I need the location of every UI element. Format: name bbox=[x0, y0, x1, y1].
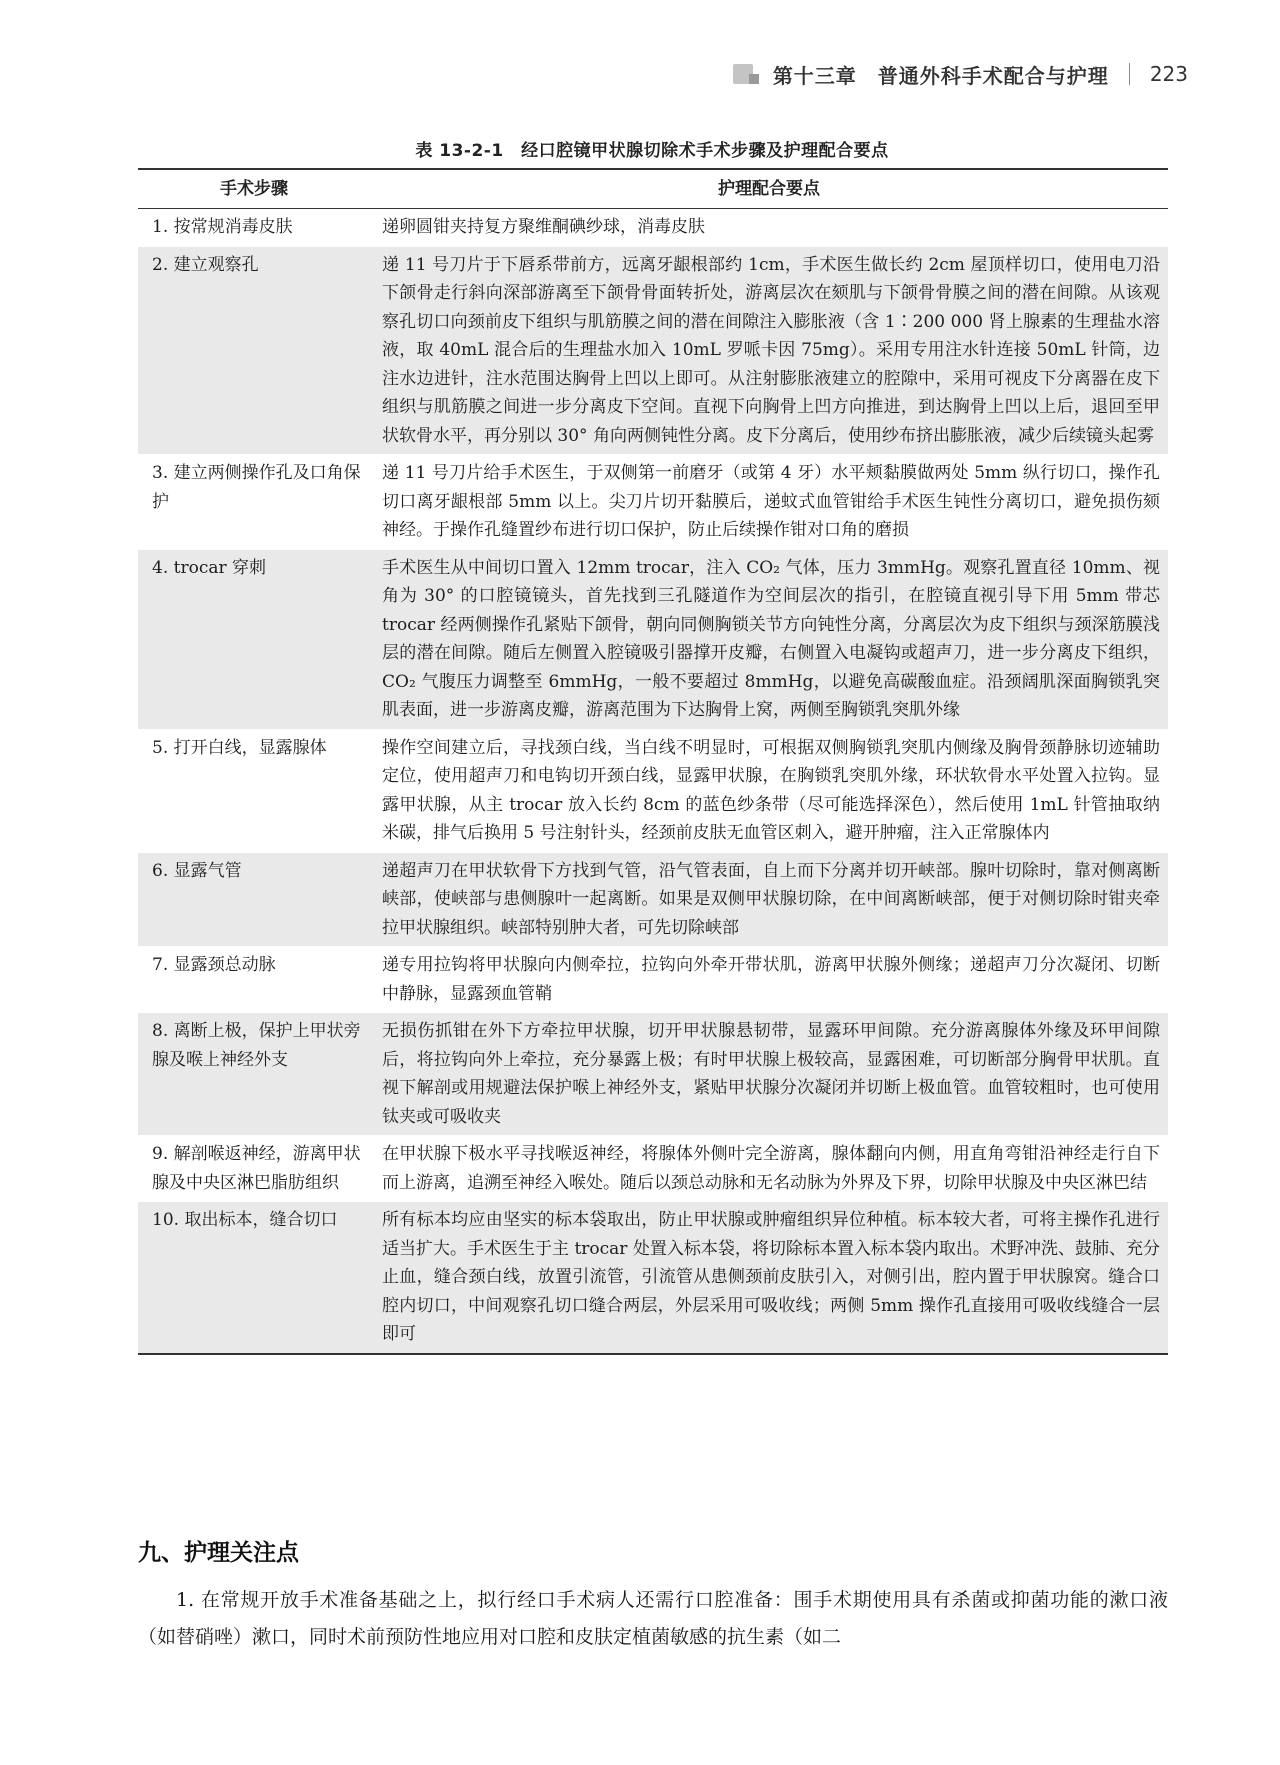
column-header-point: 护理配合要点 bbox=[370, 169, 1168, 209]
table-row bbox=[138, 1136, 1168, 1202]
step-cell: 7. 显露颈总动脉 bbox=[138, 947, 370, 1013]
nursing-point-cell: 递卵圆钳夹持复方聚维酮碘纱球，消毒皮肤 bbox=[370, 209, 1168, 247]
nursing-point-cell: 递超声刀在甲状软骨下方找到气管，沿气管表面，自上而下分离并切开峡部。腺叶切除时，靠对侧离断峡部，使峡部与患侧腺叶一起离断。如果是双侧甲状腺切除，在中间离断峡部，便于对侧切除时钳夹牵拉甲状腺组织。峡部特别肿大者，可先切除峡部 bbox=[370, 852, 1168, 947]
step-cell: 10. 取出标本，缝合切口 bbox=[138, 1202, 370, 1354]
table-row bbox=[138, 209, 1168, 247]
table-row bbox=[138, 1202, 1168, 1354]
table-row bbox=[138, 852, 1168, 947]
table-row bbox=[138, 729, 1168, 852]
step-cell: 3. 建立两侧操作孔及口角保护 bbox=[138, 455, 370, 550]
table-row bbox=[138, 246, 1168, 455]
nursing-point-cell: 递 11 号刀片给手术医生，于双侧第一前磨牙（或第 4 牙）水平颊黏膜做两处 5mm 纵行切口，操作孔切口离牙龈根部 5mm 以上。尖刀片切开黏膜后，递蚊式血管钳给手术医生钝性分离切口，避免损伤颏神经。于操作孔缝置纱布进行切口保护，防止后续操作钳对口角的磨损 bbox=[370, 455, 1168, 550]
table-caption: 表 13-2-1 经口腔镜甲状腺切除术手术步骤及护理配合要点 bbox=[415, 141, 889, 161]
step-cell: 8. 离断上极，保护上甲状旁腺及喉上神经外支 bbox=[138, 1013, 370, 1136]
step-cell: 2. 建立观察孔 bbox=[138, 246, 370, 455]
step-cell: 5. 打开白线，显露腺体 bbox=[138, 729, 370, 852]
step-cell: 9. 解剖喉返神经，游离甲状腺及中央区淋巴脂肪组织 bbox=[138, 1136, 370, 1202]
nursing-point-cell: 递专用拉钩将甲状腺向内侧牵拉，拉钩向外牵开带状肌，游离甲状腺外侧缘；递超声刀分次凝闭、切断中静脉，显露颈血管鞘 bbox=[370, 947, 1168, 1013]
chapter-title: 第十三章 普通外科手术配合与护理 bbox=[772, 63, 1109, 88]
table-row bbox=[138, 549, 1168, 729]
nursing-point-cell: 在甲状腺下极水平寻找喉返神经，将腺体外侧叶完全游离，腺体翻向内侧，用直角弯钳沿神经走行自下而上游离，追溯至神经入喉处。随后以颈总动脉和无名动脉为外界及下界，切除甲状腺及中央区淋巴结 bbox=[370, 1136, 1168, 1202]
section-title: 九、护理关注点 bbox=[138, 1540, 299, 1566]
step-cell: 6. 显露气管 bbox=[138, 852, 370, 947]
step-cell: 1. 按常规消毒皮肤 bbox=[138, 209, 370, 247]
nursing-point-cell: 递 11 号刀片于下唇系带前方，远离牙龈根部约 1cm，手术医生做长约 2cm 屋顶样切口，使用电刀沿下颌骨走行斜向深部游离至下颌骨骨面转折处，游离层次在颏肌与下颌骨骨膜之间的潜在间隙。从该观察孔切口向颈前皮下组织与肌筋膜之间的潜在间隙注入膨胀液（含 1∶200 000 肾上腺素的生理盐水溶液，取 40mL 混合后的生理盐水加入 10mL 罗哌卡因 75mg）。采用专用注水针连接 50mL 针筒，边注水边进针，注水范围达胸骨上凹以上即可。从注射膨胀液建立的腔隙中，采用可视皮下分离器在皮下组织与肌筋膜之间进一步分离皮下空间。直视下向胸骨上凹方向推进，到达胸骨上凹以上后，退回至甲状软骨水平，再分别以 30° 角向两侧钝性分离。皮下分离后，使用纱布挤出膨胀液，减少后续镜头起雾 bbox=[370, 246, 1168, 455]
page-header bbox=[733, 58, 1188, 90]
column-header-step: 手术步骤 bbox=[138, 169, 370, 209]
table-row bbox=[138, 1013, 1168, 1136]
header-divider bbox=[1129, 63, 1130, 85]
nursing-point-cell: 无损伤抓钳在外下方牵拉甲状腺，切开甲状腺悬韧带，显露环甲间隙。充分游离腺体外缘及环甲间隙后，将拉钩向外上牵拉，充分暴露上极；有时甲状腺上极较高，显露困难，可切断部分胸骨甲状肌。直视下解剖或用规避法保护喉上神经外支，紧贴甲状腺分次凝闭并切断上极血管。血管较粗时，也可使用钛夹或可吸收夹 bbox=[370, 1013, 1168, 1136]
steps-table bbox=[138, 168, 1168, 1355]
page-number: 223 bbox=[1149, 62, 1188, 86]
table-row bbox=[138, 947, 1168, 1013]
table-row bbox=[138, 455, 1168, 550]
chapter-marker-icon bbox=[733, 64, 759, 84]
step-cell: 4. trocar 穿刺 bbox=[138, 549, 370, 729]
nursing-point-cell: 所有标本均应由坚实的标本袋取出，防止甲状腺或肿瘤组织异位种植。标本较大者，可将主操作孔进行适当扩大。手术医生于主 trocar 处置入标本袋，将切除标本置入标本袋内取出。术野冲洗、鼓肺、充分止血，缝合颈白线，放置引流管，引流管从患侧颈前皮肤引入，对侧引出，腔内置于甲状腺窝。缝合口腔内切口，中间观察孔切口缝合两层，外层采用可吸收线；两侧 5mm 操作孔直接用可吸收线缝合一层即可 bbox=[370, 1202, 1168, 1354]
nursing-point-cell: 操作空间建立后，寻找颈白线，当白线不明显时，可根据双侧胸锁乳突肌内侧缘及胸骨颈静脉切迹辅助定位，使用超声刀和电钩切开颈白线，显露甲状腺，在胸锁乳突肌外缘，环状软骨水平处置入拉钩。显露甲状腺，从主 trocar 放入长约 8cm 的蓝色纱条带（尽可能选择深色），然后使用 1mL 针管抽取纳米碳，排气后换用 5 号注射针头，经颈前皮肤无血管区刺入，避开肿瘤，注入正常腺体内 bbox=[370, 729, 1168, 852]
body-paragraph: 1. 在常规开放手术准备基础之上，拟行经口手术病人还需行口腔准备：围手术期使用具有杀菌或抑菌功能的漱口液（如替硝唑）漱口，同时术前预防性地应用对口腔和皮肤定植菌敏感的抗生素（如二 bbox=[138, 1589, 1168, 1648]
nursing-point-cell: 手术医生从中间切口置入 12mm trocar，注入 CO₂ 气体，压力 3mmHg。观察孔置直径 10mm、视角为 30° 的口腔镜镜头，首先找到三孔隧道作为空间层次的指引，在腔镜直视引导下用 5mm 带芯 trocar 经两侧操作孔紧贴下颌骨，朝向同侧胸锁关节方向钝性分离，分离层次为皮下组织与颈深筋膜浅层的潜在间隙。随后左侧置入腔镜吸引器撑开皮瓣，右侧置入电凝钩或超声刀，进一步分离皮下组织，CO₂ 气腹压力调整至 6mmHg，一般不要超过 8mmHg，以避免高碳酸血症。沿颈阔肌深面胸锁乳突肌表面，进一步游离皮瓣，游离范围为下达胸骨上窝，两侧至胸锁乳突肌外缘 bbox=[370, 549, 1168, 729]
